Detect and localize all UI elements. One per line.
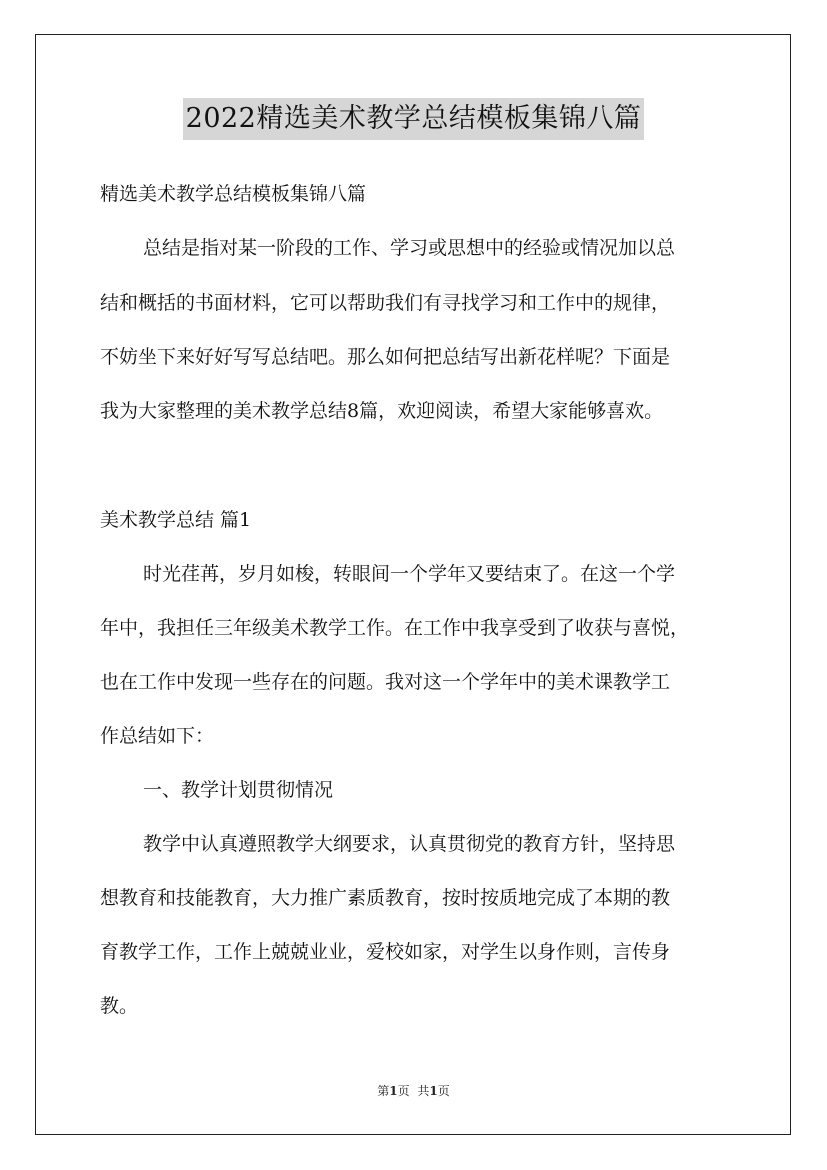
footer-total-pages: 1	[429, 1084, 438, 1098]
footer-page-number: 1	[389, 1084, 398, 1098]
footer-total-prefix: 共	[417, 1084, 430, 1098]
paragraph-line: 想教育和技能教育，大力推广素质教育，按时按质地完成了本期的教	[100, 887, 671, 909]
paragraph-line: 育教学工作，工作上兢兢业业，爱校如家，对学生以身作则，言传身	[100, 941, 671, 963]
footer-prefix: 第	[377, 1084, 390, 1098]
intro-line-1: 总结是指对某一阶段的工作、学习或思想中的经验或情况加以总	[143, 237, 676, 259]
footer-total-unit: 页	[437, 1084, 450, 1098]
paragraph-line: 教学中认真遵照教学大纲要求，认真贯彻党的教育方针，坚持思	[143, 833, 676, 855]
paragraph-line: 作总结如下：	[100, 725, 215, 747]
intro-line-4: 我为大家整理的美术教学总结8篇，欢迎阅读，希望大家能够喜欢。	[100, 400, 664, 422]
section-heading: 美术教学总结 篇1	[100, 509, 252, 531]
page-footer	[0, 1083, 827, 1099]
paragraph-line: 年中，我担任三年级美术教学工作。在工作中我享受到了收获与喜悦，	[100, 617, 690, 639]
intro-line-2: 结和概括的书面材料，它可以帮助我们有寻找学习和工作中的规律，	[100, 292, 671, 314]
paragraph-line: 也在工作中发现一些存在的问题。我对这一个学年中的美术课教学工	[100, 671, 671, 693]
paragraph-line: 时光荏苒，岁月如梭，转眼间一个学年又要结束了。在这一个学	[143, 563, 676, 585]
paragraph-line: 教。	[100, 995, 139, 1017]
subheading: 一、教学计划贯彻情况	[143, 779, 334, 801]
title-container	[0, 98, 827, 140]
document-title: 2022精选美术教学总结模板集锦八篇	[183, 98, 645, 140]
document-subtitle: 精选美术教学总结模板集锦八篇	[100, 183, 367, 205]
intro-line-3: 不妨坐下来好好写写总结吧。那么如何把总结写出新花样呢？下面是	[100, 346, 671, 368]
footer-page-unit: 页	[397, 1084, 410, 1098]
